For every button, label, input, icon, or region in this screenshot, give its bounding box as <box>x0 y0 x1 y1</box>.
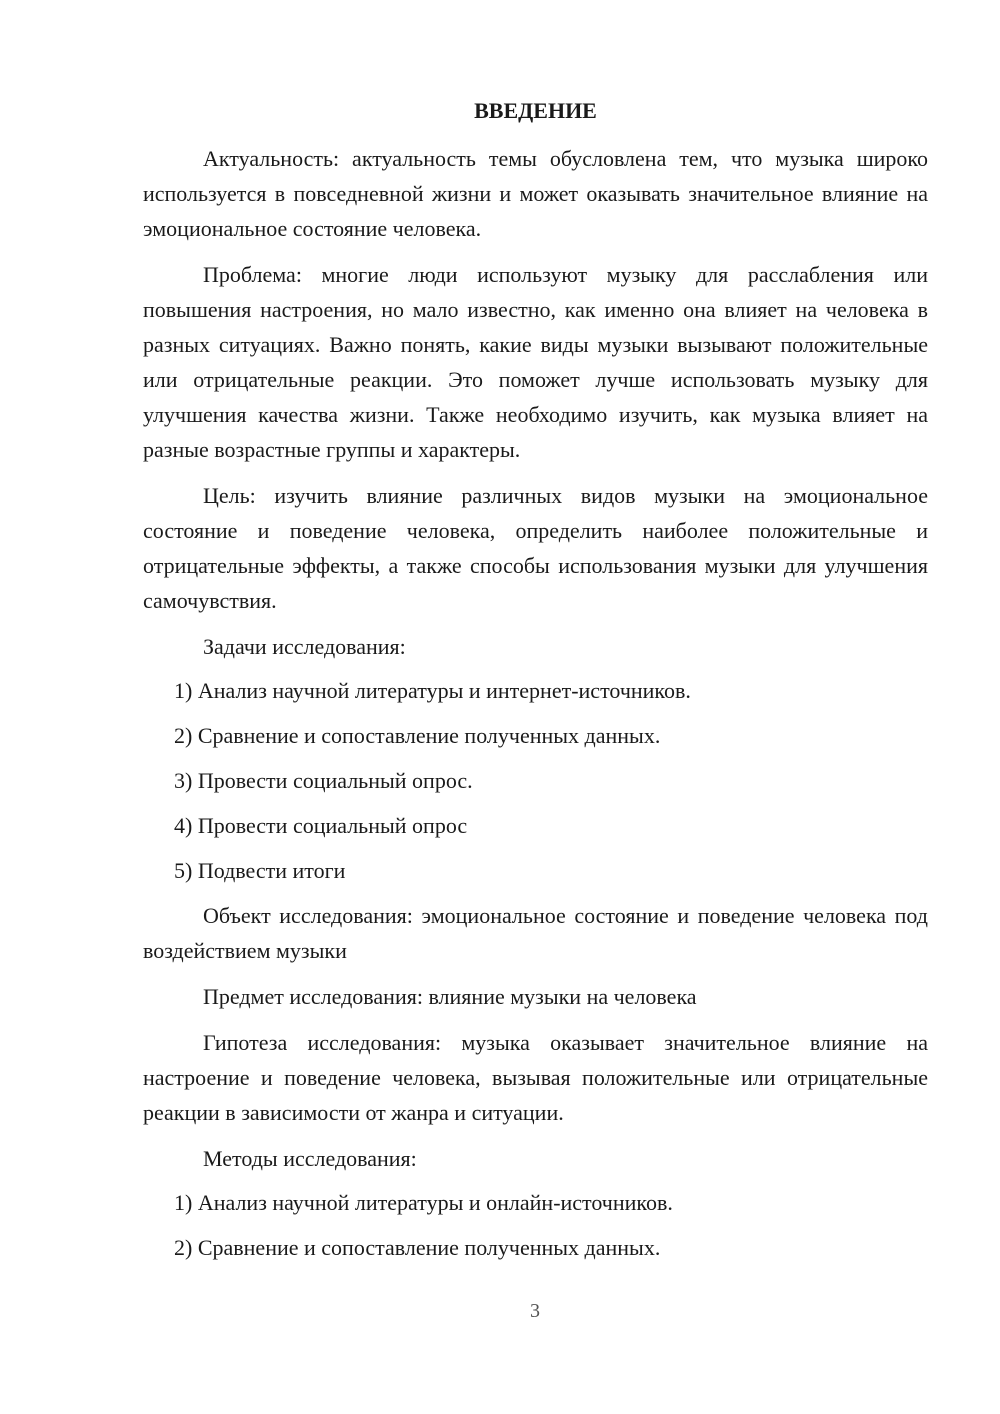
tasks-heading: Задачи исследования: <box>203 634 406 659</box>
task-item-3: 3) Провести социальный опрос. <box>174 768 473 793</box>
task-item-4: 4) Провести социальный опрос <box>174 813 468 838</box>
document-page <box>143 96 928 1275</box>
relevance-paragraph: Актуальность: актуальность темы обусловлена тем, что музыка широко используется в повседневной жизни и может оказывать значительное влияние на эмоциональное состояние человека. <box>143 146 928 241</box>
methods-heading: Методы исследования: <box>203 1146 417 1171</box>
goal-paragraph: Цель: изучить влияние различных видов музыки на эмоциональное состояние и поведение человека, определить наиболее положительные и отрицательные эффекты, а также способы использования музыки для улучшения самочувствия. <box>143 483 928 613</box>
problem-paragraph: Проблема: многие люди используют музыку для расслабления или повышения настроения, но мало известно, как именно она влияет на человека в разных ситуациях. Важно понять, какие виды музыки вызывают положительные или отрицательные реакции. Это поможет лучше использовать музыку для улучшения качества жизни. Также необходимо изучить, как музыка влияет на разные возрастные группы и характеры. <box>143 262 928 462</box>
task-item-1: 1) Анализ научной литературы и интернет-источников. <box>174 678 691 703</box>
page-title: ВВЕДЕНИЕ <box>474 98 597 123</box>
subject-paragraph: Предмет исследования: влияние музыки на человека <box>203 984 697 1009</box>
page-number: 3 <box>530 1300 540 1322</box>
method-item-2: 2) Сравнение и сопоставление полученных данных. <box>174 1235 661 1260</box>
task-item-5: 5) Подвести итоги <box>174 858 346 883</box>
task-item-2: 2) Сравнение и сопоставление полученных данных. <box>174 723 661 748</box>
method-item-1: 1) Анализ научной литературы и онлайн-источников. <box>174 1190 673 1215</box>
object-paragraph: Объект исследования: эмоциональное состояние и поведение человека под воздействием музыки <box>143 903 928 963</box>
hypothesis-paragraph: Гипотеза исследования: музыка оказывает значительное влияние на настроение и поведение человека, вызывая положительные или отрицательные реакции в зависимости от жанра и ситуации. <box>143 1030 928 1125</box>
